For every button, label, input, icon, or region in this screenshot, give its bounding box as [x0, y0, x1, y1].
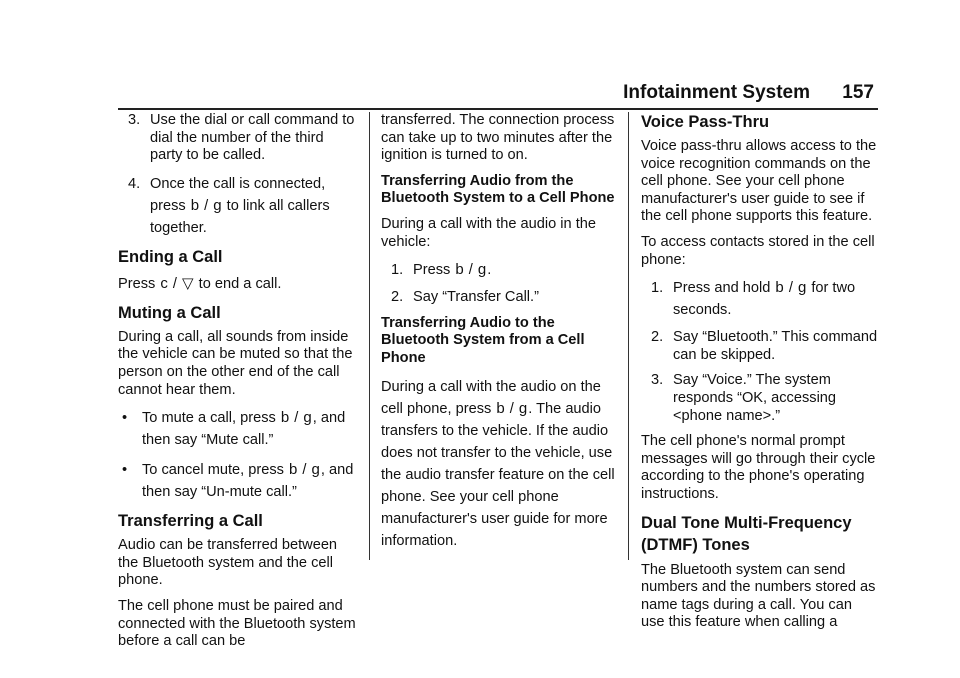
phone-button-icon: b: [775, 279, 784, 297]
column-1: [118, 112, 356, 659]
phone-button-icon: b: [496, 399, 505, 417]
step-1: 1. Press and hold b / g for two seconds.: [651, 279, 856, 319]
transferring-text: Audio can be transferred between the Bluetooth system and the cell phone.: [118, 537, 338, 589]
audio-in-vehicle-text: During a call with the audio in the vehicle:: [381, 215, 596, 250]
voice-button-icon: g: [797, 279, 807, 297]
dtmf-text: The Bluetooth system can send numbers and the numbers stored as name tags during a call. You can use this feature when calling a: [641, 561, 876, 631]
slash: /: [464, 262, 477, 279]
bullet-unmute: • To cancel mute, press b / g, and then say “Un-mute call.”: [122, 461, 354, 501]
paired-text: The cell phone must be paired and connected with the Bluetooth system before a call can be: [118, 597, 356, 650]
slash: /: [784, 280, 797, 297]
voice-button-icon: g: [213, 196, 222, 214]
step-3: 3. Use the dial or call command to dial the number of the third party to be called.: [128, 112, 355, 164]
phone-button-icon: b: [190, 196, 200, 214]
heading-muting-a-call: Muting a Call: [118, 303, 221, 322]
phone-button-icon: b: [455, 261, 464, 279]
header-rule: [118, 108, 878, 110]
step-3: 3. Say “Voice.” The system responds “OK, accessing <phone name>.”: [651, 372, 837, 424]
step-2: 2. Say “Transfer Call.”: [391, 289, 539, 306]
continued-text: transferred. The connection process can take up to two minutes after the ignition is turned to on.: [381, 112, 615, 164]
voice-button-icon: g: [518, 399, 528, 417]
slash: /: [200, 197, 213, 214]
subheading-audio-to-bluetooth: Transferring Audio to the Bluetooth System from a Cell Phone: [381, 314, 585, 366]
phone-button-icon: b: [280, 409, 290, 427]
voice-button-icon: g: [303, 409, 312, 427]
voice-button-icon: g: [477, 261, 487, 279]
audio-on-phone-text: During a call with the audio on the cell phone, press b / g. The audio transfers to the vehicle. If the audio does not transfer to the vehicle, use the audio transfer feature on the cell phone. See your cell phone manufacturer's user guide for more information.: [381, 378, 615, 549]
column-divider: [369, 112, 370, 560]
subheading-audio-to-phone: Transferring Audio from the Bluetooth System to a Cell Phone: [381, 172, 615, 207]
slash: /: [298, 462, 311, 479]
triangle-down-icon: ▽: [182, 274, 194, 292]
muting-text: During a call, all sounds from inside the vehicle can be muted so that the person on the other end of the call cannot hear them.: [118, 328, 353, 398]
heading-transferring-a-call: Transferring a Call: [118, 512, 263, 531]
bullet-mute: • To mute a call, press b / g, and then say “Mute call.”: [122, 409, 346, 449]
heading-dtmf-tones: Dual Tone Multi-Frequency (DTMF) Tones: [641, 513, 852, 554]
slash: /: [168, 275, 182, 292]
page-number: 157: [842, 82, 874, 103]
prompt-text: The cell phone's normal prompt messages will go through their cycle according to the phone's operating instructions.: [641, 433, 876, 502]
voice-button-icon: g: [311, 461, 320, 479]
slash: /: [505, 400, 518, 417]
page-header: [0, 80, 960, 110]
column-3: [641, 112, 879, 640]
ending-text: Press c / ▽ to end a call.: [118, 274, 282, 292]
phone-button-icon: b: [289, 461, 298, 479]
section-title: Infotainment System: [623, 82, 810, 103]
heading-voice-pass-thru: Voice Pass-Thru: [641, 113, 770, 131]
slash: /: [290, 410, 303, 427]
step-4: 4. Once the call is connected, press b / g to link all callers together.: [128, 175, 330, 236]
column-divider: [628, 112, 629, 560]
voice-text: Voice pass-thru allows access to the voice recognition commands on the cell phone. See your cell phone manufacturer's user guide to see if the cell phone supports this feature.: [641, 138, 877, 225]
heading-ending-a-call: Ending a Call: [118, 247, 223, 266]
end-call-icon: c: [160, 274, 168, 292]
access-contacts-text: To access contacts stored in the cell phone:: [641, 233, 875, 268]
step-1: 1. Press b / g.: [391, 261, 492, 279]
step-2: 2. Say “Bluetooth.” This command can be skipped.: [651, 329, 878, 363]
column-2: [381, 112, 617, 560]
